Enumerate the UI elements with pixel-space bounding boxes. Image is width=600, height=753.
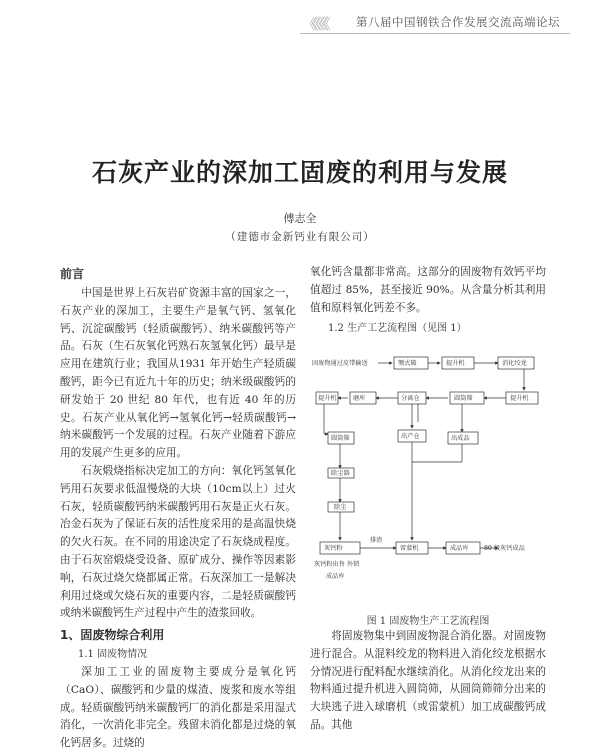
- header-rule: [300, 33, 570, 34]
- flow-node: 灰钙粉: [324, 545, 343, 552]
- journal-header-title: 第八届中国钢铁合作发展交流高端论坛: [356, 15, 560, 29]
- right-column-continued: [310, 628, 546, 735]
- flow-side-label: 成品库: [326, 573, 345, 580]
- flow-node: 磨库: [353, 395, 366, 402]
- flow-node: 提升机: [446, 360, 465, 367]
- subsection-heading: 1.2 生产工艺流程图（见图 1）: [328, 323, 467, 335]
- flow-node: 除尘器: [331, 470, 350, 477]
- flow-node: 出产仓: [401, 433, 420, 440]
- flow-node: 雷蒙机: [400, 545, 419, 552]
- paragraph: 将固废物集中到固废物混合消化器。对固废物进行混合。从混料绞龙的物料进入消化绞龙根据水分情况进行配料配水继续消化。从消化绞龙出来的物料通过提升机进入圆筒筛，从圆筒筛筛分出来的大块逃子进入球磨机（或雷蒙机）加工成碳酸钙成品。其他: [310, 630, 546, 731]
- flow-node: 分离仓: [401, 395, 420, 402]
- subsection-heading: 1.1 固废物情况: [78, 649, 148, 661]
- right-column: [310, 264, 546, 338]
- flow-node: 消化绞龙: [502, 360, 527, 367]
- left-column: [60, 264, 296, 753]
- paragraph: 石灰煅烧指标决定加工的方向：氧化钙氢氧化钙用石灰要求低温慢烧的大块（10cm以上）过火石灰，轻质碳酸钙纳米碳酸钙用石灰是正火石灰。冶金石灰为了保证石灰的活性度采用的是高温快烧的欠火石灰。在不同的用途决定了石灰烧成程度。由于石灰窑煅烧受设备、原矿成分、操作等因素影响，石灰过烧欠烧都属正常。石灰深加工一是解决利用过烧或欠烧石灰的重要内容，二是轻质碳酸钙或纳米碳酸钙生产过程中产生的渣浆回收。: [60, 464, 296, 620]
- section-heading: 前言: [60, 267, 85, 281]
- article-affiliation: （建德市金新钙业有限公司）: [225, 231, 375, 243]
- flow-node: 固废物通过皮带输送: [312, 360, 368, 367]
- flow-side-label: 灰钙粉出售 外销: [314, 561, 360, 568]
- flow-node: 提升机: [318, 395, 337, 402]
- section-heading: 1、固废物综合利用: [60, 628, 165, 643]
- flowchart-svg: [310, 352, 546, 602]
- flow-node: 圆筒筛: [331, 435, 350, 442]
- flow-edge-label: 排渣: [370, 537, 383, 544]
- paragraph: 氧化钙含量都非常高。这部分的固废物有效钙平均值超过 85%，甚至接近 90%。从含量分析其利用值和原料氧化钙差不多。: [310, 266, 546, 314]
- paragraph: 深加工工业的固废物主要成分是氧化钙（CaO）、碳酸钙和少量的煤渣、废浆和废水等组成。轻质碳酸钙纳米碳酸钙厂的消化都是采用湿式消化，一次消化非完全。残留未消化都是过烧的氧化钙居多。过烧的: [60, 665, 296, 750]
- flow-node: 除尘: [334, 504, 347, 511]
- flow-node: 成品库: [450, 545, 469, 552]
- running-header: [0, 0, 600, 40]
- article-author: 傅志全: [283, 212, 317, 225]
- article-title: 石灰产业的深加工固废的利用与发展: [91, 158, 508, 187]
- paragraph: 中国是世界上石灰岩矿资源丰富的国家之一，石灰产业的深加工，主要生产是氧气钙、氢氧化钙、沉淀碳酸钙（轻质碳酸钙）、纳米碳酸钙等产品。石灰（生石灰氧化钙熟石灰氢氧化钙）最早是应用在建筑行业；我国从1931 年开始生产轻质碳酸钙，距今已有近九十年的历史；纳米级碳酸钙的研发始于 20 世纪 80 年代，也有近 40 年的历史。石灰产业从氧化钙→氢氧化钙→轻质碳酸钙→纳米碳酸钙一个发展的过程。石灰产业随着下游应用的发展产生更多的应用。: [60, 287, 296, 460]
- flow-node: 颚式破: [398, 360, 417, 367]
- flow-node: 圆筒筛: [454, 395, 473, 402]
- flow-node: 80 级灰钙成品: [484, 545, 525, 552]
- process-flowchart: [310, 352, 546, 602]
- flow-node: 提升机: [510, 395, 529, 402]
- chevron-decoration-icon: 《《《《《: [302, 15, 328, 33]
- figure-caption: 图 1 固废物生产工艺流程图: [366, 616, 490, 627]
- flow-node: 出成品: [451, 435, 470, 442]
